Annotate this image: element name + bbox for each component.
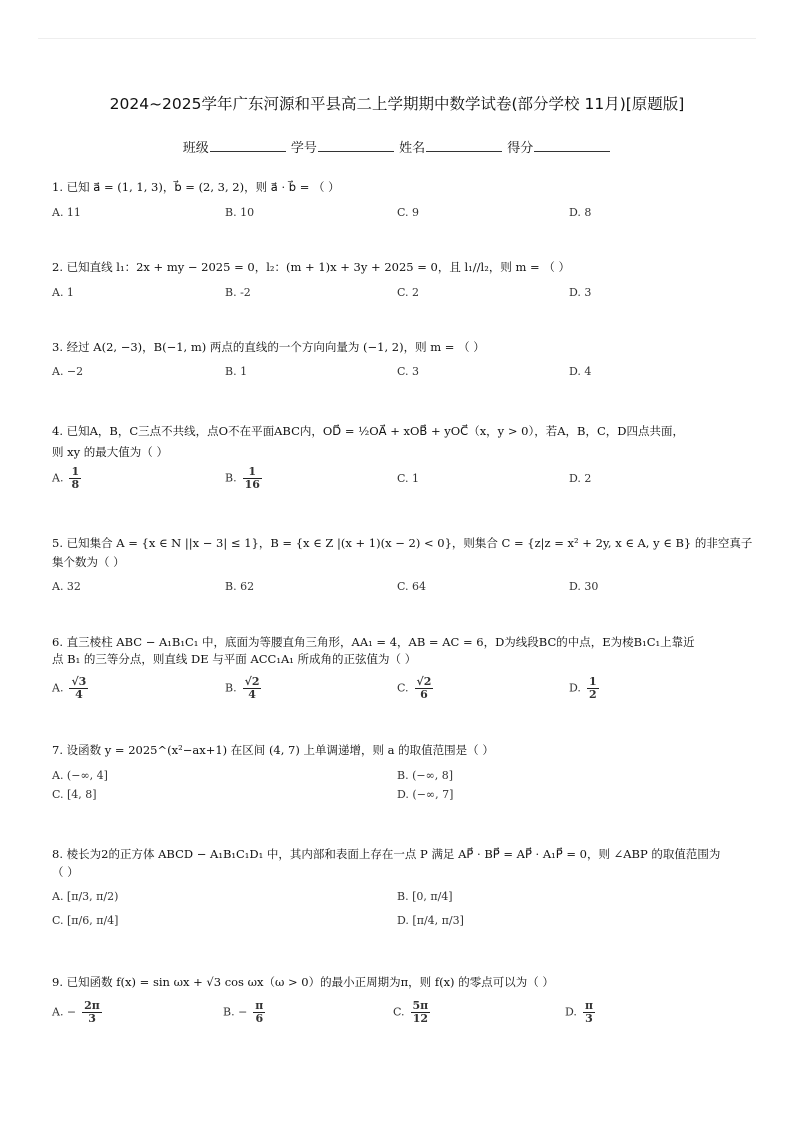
- q8-option-c[interactable]: C. [π/6, π/4]: [52, 914, 119, 927]
- q4-option-b[interactable]: [225, 466, 262, 491]
- class-label: 班级: [182, 141, 209, 156]
- q8-option-d[interactable]: D. [π/4, π/3]: [397, 914, 464, 927]
- q5-option-b[interactable]: B. 62: [225, 580, 255, 593]
- q7-option-d[interactable]: D. (−∞, 7]: [397, 788, 454, 801]
- q4-option-c[interactable]: C. 1: [397, 472, 420, 485]
- class-blank[interactable]: [210, 139, 286, 152]
- q9-option-c-label: C.: [393, 1005, 405, 1019]
- q4-option-a[interactable]: [52, 466, 81, 491]
- q7-option-b[interactable]: B. (−∞, 8]: [397, 769, 454, 782]
- q7-option-c[interactable]: C. [4, 8]: [52, 788, 97, 801]
- question-4-stem: 4. 已知A，B，C三点不共线，点O不在平面ABC内，OD⃗ = ½OA⃗ + xOB⃗ + yOC⃗（x，y > 0），若A，B，C，D四点共面，: [52, 424, 684, 438]
- number-blank[interactable]: [318, 139, 394, 152]
- q6-option-a-label: A.: [52, 681, 64, 695]
- score-label: 得分: [507, 141, 534, 156]
- q4-option-d[interactable]: D. 2: [569, 472, 592, 485]
- q6-option-c-label: C.: [397, 681, 409, 695]
- question-3-stem: 3. 经过 A(2, −3)，B(−1, m) 两点的直线的一个方向向量为 (−1, 2)，则 m = （ ）: [52, 340, 485, 354]
- q6-option-a[interactable]: [52, 676, 88, 701]
- q3-option-b[interactable]: B. 1: [225, 365, 248, 378]
- question-1-stem: 1. 已知 a⃗ = (1, 1, 3)，b⃗ = (2, 3, 2)，则 a⃗ · b⃗ = （ ）: [52, 180, 340, 194]
- q8-option-a[interactable]: A. [π/3, π/2): [52, 890, 119, 903]
- name-label: 姓名: [399, 141, 426, 156]
- q1-option-c[interactable]: C. 9: [397, 206, 420, 219]
- q7-option-a[interactable]: A. (−∞, 4]: [52, 769, 108, 782]
- q6-option-c-fraction: $\frac{√2}{6}$: [416, 675, 432, 701]
- q6-option-b-fraction: $\frac{√2}{4}$: [244, 675, 260, 701]
- q9-option-b[interactable]: [223, 1000, 265, 1025]
- q3-option-c[interactable]: C. 3: [397, 365, 420, 378]
- q4-option-a-fraction: $\frac{1}{8}$: [71, 465, 80, 491]
- q5-option-d[interactable]: D. 30: [569, 580, 599, 593]
- q9-option-c-fraction: $\frac{5\pi}{12}$: [412, 999, 429, 1025]
- q9-option-d-label: D.: [565, 1005, 577, 1019]
- question-8-stem-line2: （ ）: [52, 865, 79, 879]
- q1-option-b[interactable]: B. 10: [225, 206, 255, 219]
- number-label: 学号: [290, 141, 317, 156]
- q2-option-c[interactable]: C. 2: [397, 286, 420, 299]
- page-title: 2024~2025学年广东河源和平县高二上学期期中数学试卷(部分学校 11月)[原题版]: [109, 95, 685, 113]
- q3-option-d[interactable]: D. 4: [569, 365, 592, 378]
- q9-option-b-fraction: $\frac{\pi}{6}$: [255, 999, 264, 1025]
- question-2-stem: 2. 已知直线 l₁：2x + my − 2025 = 0，l₂：(m + 1)x + 3y + 2025 = 0，且 l₁//l₂，则 m = （ ）: [52, 260, 570, 274]
- q9-option-a[interactable]: [52, 1000, 102, 1025]
- question-7-stem: 7. 设函数 y = 2025^(x²−ax+1) 在区间 (4, 7) 上单调递增，则 a 的取值范围是（ ）: [52, 743, 494, 757]
- student-info-line: [0, 137, 794, 156]
- q5-option-a[interactable]: A. 32: [52, 580, 81, 593]
- q4-option-b-fraction: $\frac{1}{16}$: [244, 465, 260, 491]
- q1-option-d[interactable]: D. 8: [569, 206, 592, 219]
- q6-option-a-fraction: $\frac{√3}{4}$: [71, 675, 87, 701]
- q6-option-d-label: D.: [569, 681, 581, 695]
- question-8-stem: 8. 棱长为2的正方体 ABCD − A₁B₁C₁D₁ 中，其内部和表面上存在一点 P 满足 AP⃗ · BP⃗ = AP⃗ · A₁P⃗ = 0，则 ∠ABP 的取值范围为: [52, 847, 721, 861]
- q9-option-a-fraction: $\frac{2\pi}{3}$: [84, 999, 100, 1025]
- question-5-stem-line2: 集个数为（ ）: [52, 555, 125, 569]
- q6-option-c[interactable]: [397, 676, 433, 701]
- q6-option-d[interactable]: [569, 676, 599, 701]
- q9-option-a-label: A. −: [52, 1005, 77, 1019]
- q2-option-a[interactable]: A. 1: [52, 286, 74, 299]
- question-5-stem: 5. 已知集合 A = {x ∈ N ||x − 3| ≤ 1}，B = {x ∈ Z |(x + 1)(x − 2) < 0}，则集合 C = {z|z = x² + 2y, x ∈ A, y ∈ B} 的非空真子: [52, 536, 753, 550]
- q1-option-a[interactable]: A. 11: [52, 206, 81, 219]
- q4-option-a-label: A.: [52, 471, 64, 485]
- score-blank[interactable]: [534, 139, 610, 152]
- q9-option-d[interactable]: [565, 1000, 595, 1025]
- q6-option-b[interactable]: [225, 676, 261, 701]
- q6-option-b-label: B.: [225, 681, 237, 695]
- q9-option-d-fraction: $\frac{\pi}{3}$: [584, 999, 593, 1025]
- question-9-stem: 9. 已知函数 f(x) = sin ωx + √3 cos ωx（ω > 0）的最小正周期为π，则 f(x) 的零点可以为（ ）: [52, 975, 554, 989]
- question-6-stem-line2: 点 B₁ 的三等分点，则直线 DE 与平面 ACC₁A₁ 所成角的正弦值为（ ）: [52, 652, 417, 666]
- q6-option-d-fraction: $\frac{1}{2}$: [588, 675, 597, 701]
- q2-option-b[interactable]: B. -2: [225, 286, 251, 299]
- q4-option-b-label: B.: [225, 471, 237, 485]
- name-blank[interactable]: [426, 139, 502, 152]
- question-4-stem-line2: 则 xy 的最大值为（ ）: [52, 445, 168, 459]
- q5-option-c[interactable]: C. 64: [397, 580, 427, 593]
- q8-option-b[interactable]: B. [0, π/4]: [397, 890, 453, 903]
- top-rule: [38, 38, 756, 39]
- q9-option-b-label: B. −: [223, 1005, 248, 1019]
- q2-option-d[interactable]: D. 3: [569, 286, 592, 299]
- q3-option-a[interactable]: A. −2: [52, 365, 84, 378]
- q9-option-c[interactable]: [393, 1000, 430, 1025]
- question-6-stem: 6. 直三棱柱 ABC − A₁B₁C₁ 中，底面为等腰直角三角形，AA₁ = 4，AB = AC = 6，D为线段BC的中点，E为棱B₁C₁上靠近: [52, 635, 695, 649]
